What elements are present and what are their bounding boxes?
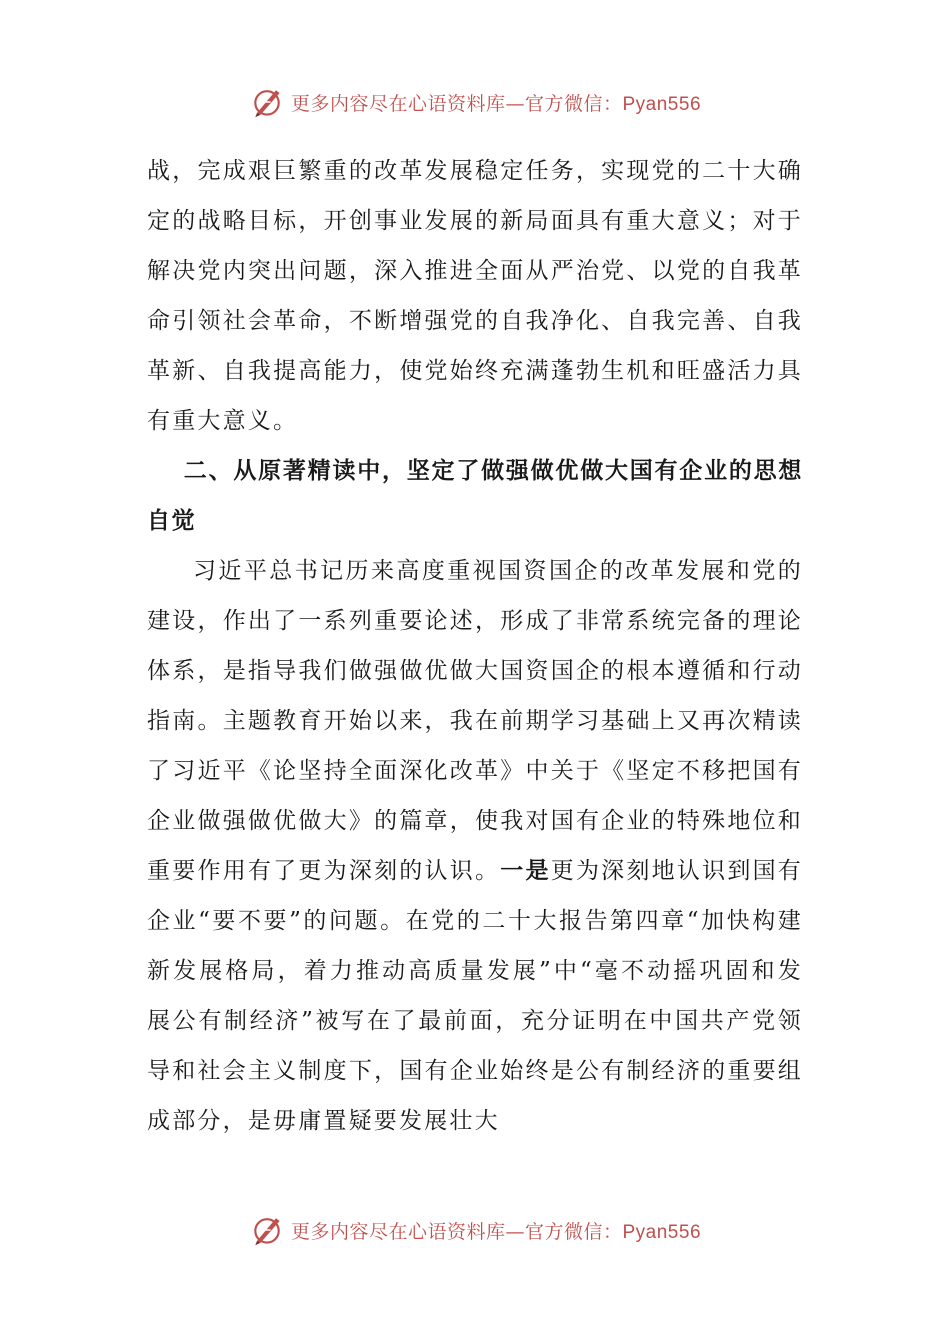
header-wechat-id: Pyan556: [622, 93, 702, 115]
paragraph-2-bold-marker: 一是: [500, 858, 551, 884]
paragraph-2-text-after: 更为深刻地认识到国有企业“要不要”的问题。在党的二十大报告第四章“加快构建新发展格局，着力推动高质量发展”中“毫不动摇巩固和发展公有制经济”被写在了最前面，充分证明在中国共产党领导和社会主义制度下，国有企业始终是公有制经济的重要组成部分，是毋庸置疑要发展壮大: [147, 858, 803, 1134]
pen-logo-icon: [249, 84, 285, 120]
pen-logo-icon: [249, 1212, 285, 1248]
footer-banner: [0, 1210, 950, 1250]
section-heading-2: 二、从原著精读中，坚定了做强做优做大国有企业的思想自觉: [147, 458, 803, 534]
footer-wechat-id: Pyan556: [622, 1221, 702, 1243]
header-banner: [0, 82, 950, 122]
header-banner-text: [291, 89, 701, 116]
paragraph-2-text-before: 习近平总书记历来高度重视国资国企的改革发展和党的建设，作出了一系列重要论述，形成了非常系统完备的理论体系，是指导我们做强做优做大国资国企的根本遵循和行动指南。主题教育开始以来，我在前期学习基础上又再次精读了习近平《论坚持全面深化改革》中关于《坚定不移把国有企业做强做优做大》的篇章，使我对国有企业的特殊地位和重要作用有了更为深刻的认识。: [147, 558, 803, 884]
document-body: [147, 146, 803, 1146]
paragraph-2: [147, 546, 803, 1146]
footer-banner-text: [291, 1217, 701, 1244]
header-banner-label: 更多内容尽在心语资料库—官方微信：: [290, 92, 623, 115]
paragraph-1: 战，完成艰巨繁重的改革发展稳定任务，实现党的二十大确定的战略目标，开创事业发展的新局面具有重大意义；对于解决党内突出问题，深入推进全面从严治党、以党的自我革命引领社会革命，不断增强党的自我净化、自我完善、自我革新、自我提高能力，使党始终充满蓬勃生机和旺盛活力具有重大意义。: [147, 158, 803, 434]
footer-banner-label: 更多内容尽在心语资料库—官方微信：: [290, 1220, 623, 1243]
